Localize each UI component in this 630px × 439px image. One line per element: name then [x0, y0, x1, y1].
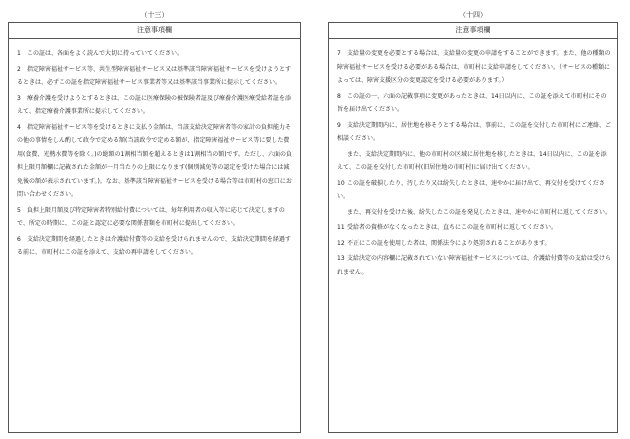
- note-item: [337, 177, 611, 204]
- right-panel-header: 注意事項欄: [329, 23, 617, 39]
- note-item: [337, 119, 611, 146]
- note-text: 支給決定の内容欄に記載されていない障害福祉サービスについては、介護給付費等の支給は受けられません。: [337, 255, 611, 276]
- note-number: 4: [17, 123, 21, 131]
- note-item: [337, 90, 611, 117]
- note-number: 8: [337, 92, 341, 100]
- note-number: 12: [337, 239, 345, 247]
- note-item: [337, 221, 611, 235]
- note-item: [17, 121, 294, 202]
- note-number: 11: [337, 224, 345, 231]
- note-continuation: また、支給決定期間内に、他の市町村の区域に居住地を移したときは、14日以内に、この証を添えて、この証を交付した市町村(旧居住地の市町村)に届け出てください。: [337, 150, 607, 171]
- note-text: 指定障害福祉サービス等、共生型障害福祉サービス又は基準該当障害福祉サービスを受けようとするときは、必ずこの証を指定障害福祉サービス事業者等又は基準該当事業所に提示してください。: [17, 65, 292, 86]
- right-notes-list: [329, 39, 617, 279]
- note-item: [17, 63, 294, 90]
- left-page-label: （十三）: [140, 11, 169, 19]
- note-text: この証の一、六面の記載事項に変更があったときは、14日以内に、この証を添えて市町村にその旨を届け出てください。: [337, 92, 607, 113]
- right-page-label: （十四）: [459, 11, 487, 19]
- note-text: 支給決定期間内に、居住地を移そうとする場合は、事前に、この証を交付した市町村にご連絡、ご相談ください。: [337, 121, 612, 142]
- note-number: 13: [337, 255, 345, 262]
- note-number: 7: [337, 50, 341, 57]
- note-item: [17, 233, 294, 260]
- note-text: 負担上限月額及び特定障害者特別給付費については、毎年利用者の収入等に応じて決定しますので、所定の時期に、この証と認定に必要な関係書類を市町村に提出してください。: [17, 206, 285, 227]
- note-text: 受給者の資格がなくなったときは、直ちにこの証を市町村に返してください。: [347, 224, 558, 231]
- note-text: この証を破損したり、汚したり又は紛失したときは、速やかに届け出て、再交付を受けてください。: [337, 179, 605, 200]
- note-number: 1: [17, 50, 21, 57]
- note-number: 5: [17, 206, 21, 214]
- note-text: 指定障害福祉サービス等を受けるときに支払う金額は、当該支給決定障害者等の家計の負担能力その他の事情をしん酌して政令で定める額(当該政令で定める額が、指定障害福祉サービス等に要した費用(食費、光熱水費等を除く。)の総額の1割相当額を超えるときは1割相当の額)です。ただし、六面の負担上限月額欄に記載された金額が一月当たりの上限になります(個別減免等の認定を受けた場合には減免後の額が表示されています。)。なお、基準該当障害福祉サービスを受ける場合等は市町村の窓口にお問い合わせください。: [17, 123, 293, 198]
- note-number: 3: [17, 94, 21, 102]
- left-notes-list: [9, 39, 300, 260]
- note-text: この証は、各面をよく読んで大切に持っていてください。: [27, 50, 184, 57]
- note-text: 支給量の変更を必要とする場合は、支給量の変更の申請をすることができます。また、他の種類の障害福祉サービスを受ける必要がある場合は、市町村に支給申請をしてください。（サービスの種類によっては、障害支援区分の変更認定を受ける必要があります。）: [337, 50, 611, 84]
- note-number: 6: [17, 235, 21, 243]
- note-number: 2: [17, 65, 21, 73]
- note-item: [337, 252, 611, 279]
- note-item: [17, 92, 294, 119]
- note-text: 支給決定期間を経過したときは介護給付費等の支給を受けられませんので、支給決定期間を経過する前に、市町村にこの証を添えて、支給の再申請をしてください。: [17, 235, 291, 256]
- note-text: 療養介護を受けようとするときは、この証に医療保険の被保険者証及び療養介護医療受給者証を添えて、指定療養介護事業所に提示してください。: [17, 94, 292, 115]
- note-number: 10: [337, 179, 345, 187]
- right-notes-panel: [328, 22, 618, 433]
- note-item: [17, 47, 294, 61]
- note-number: 9: [337, 121, 341, 129]
- note-text: 不正にこの証を使用した者は、関係法令により処罰されることがあります。: [347, 239, 551, 247]
- note-item: [337, 47, 611, 88]
- left-panel-header: 注意事項欄: [9, 23, 300, 39]
- left-notes-panel: [8, 22, 301, 433]
- note-continuation: また、再交付を受けた後、紛失したこの証を発見したときは、速やかに市町村に返してください。: [347, 208, 612, 216]
- note-item: [337, 237, 611, 251]
- note-item: [17, 204, 294, 231]
